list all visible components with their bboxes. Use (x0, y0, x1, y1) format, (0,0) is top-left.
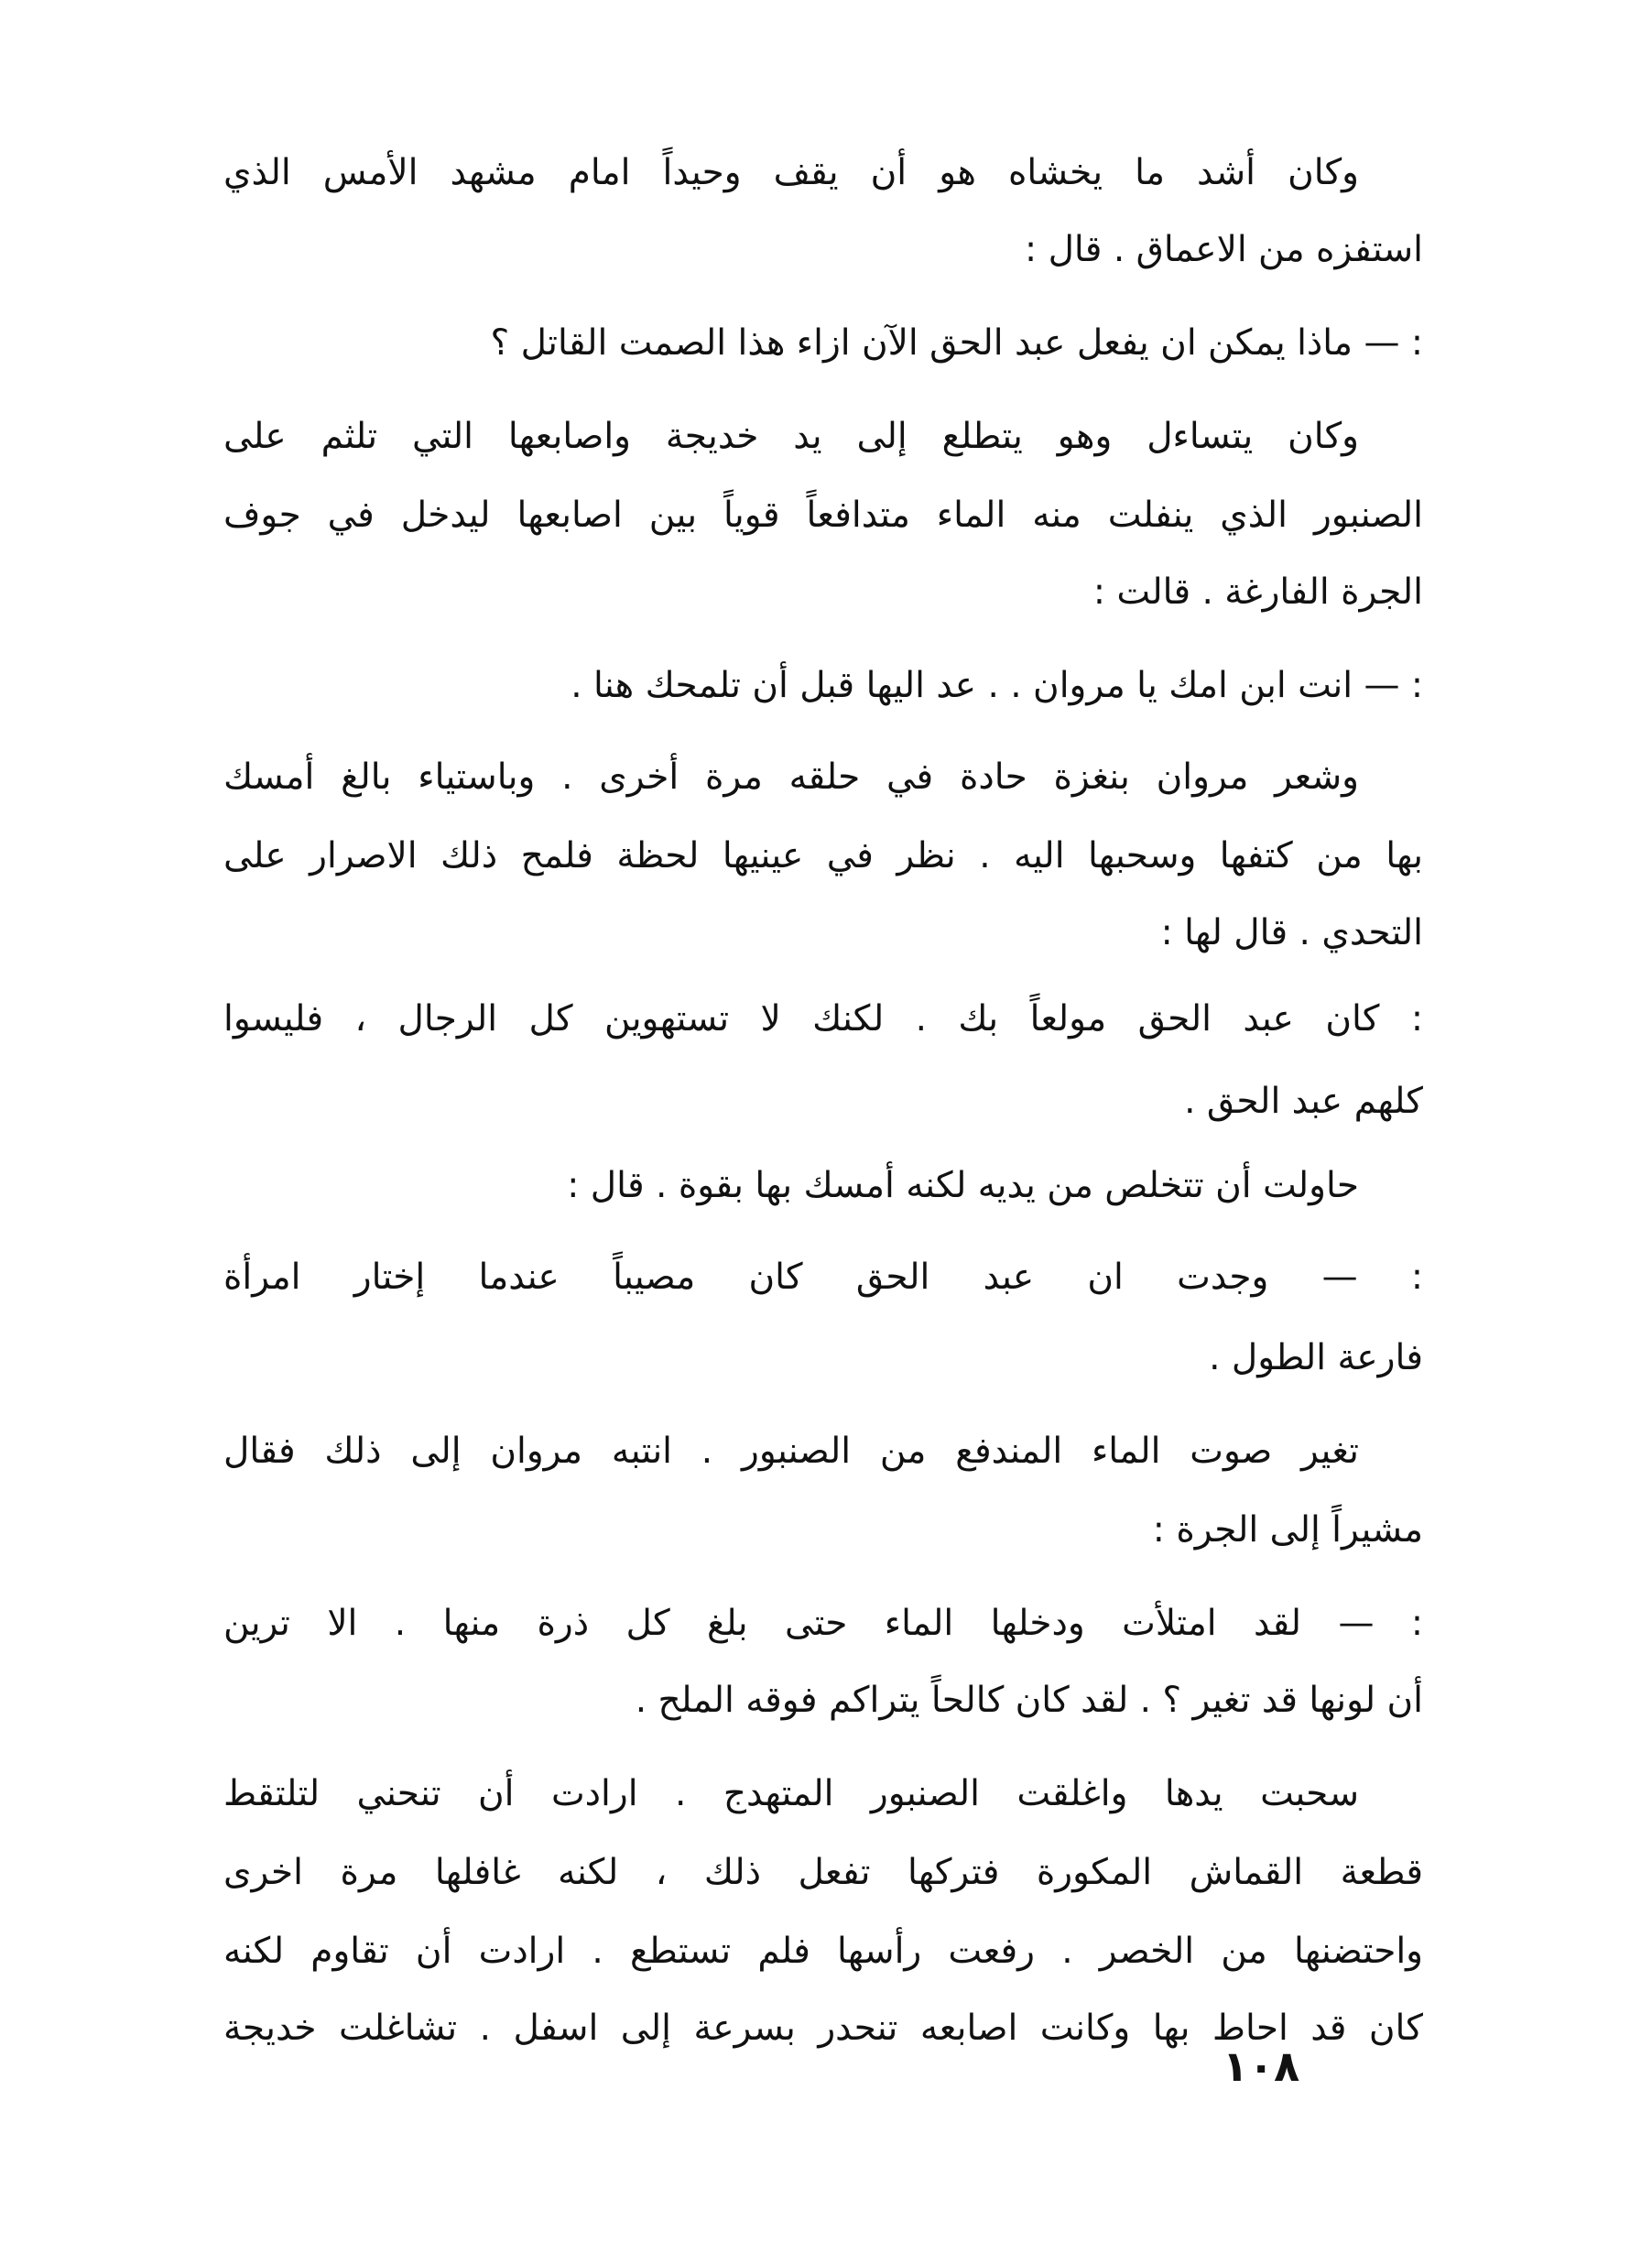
text-line: : كان عبد الحق مولعاً بك . لكنك لا تستهوين كل الرجال ، فليسوا (223, 998, 1423, 1039)
text-line: فارعة الطول . (1209, 1337, 1423, 1378)
page-number: ١٠٨ (1223, 2041, 1300, 2091)
text-line: : — ماذا يمكن ان يفعل عبد الحق الآن ازاء هذا الصمت القاتل ؟ (490, 322, 1423, 364)
text-line: قطعة القماش المكورة فتركها تفعل ذلك ، لكنه غافلها مرة اخرى (223, 1852, 1423, 1893)
text-line: وكان يتساءل وهو يتطلع إلى يد خديجة واصابعها التي تلثم على (223, 416, 1359, 457)
text-line: وكان أشد ما يخشاه هو أن يقف وحيداً امام مشهد الأمس الذي (223, 152, 1359, 193)
text-line: بها من كتفها وسحبها اليه . نظر في عينيها لحظة فلمح ذلك الاصرار على (223, 835, 1423, 876)
text-line: استفزه من الاعماق . قال : (1025, 229, 1423, 270)
text-line: حاولت أن تتخلص من يديه لكنه أمسك بها بقوة . قال : (567, 1165, 1359, 1206)
text-line: : — لقد امتلأت ودخلها الماء حتى بلغ كل ذرة منها . الا ترين (223, 1603, 1423, 1644)
text-line: : — انت ابن امك يا مروان . . عد اليها قبل أن تلمحك هنا . (571, 665, 1423, 706)
text-line: واحتضنها من الخصر . رفعت رأسها فلم تستطع . ارادت أن تقاوم لكنه (223, 1931, 1423, 1972)
text-line: الجرة الفارغة . قالت : (1092, 571, 1423, 613)
text-line: التحدي . قال لها : (1160, 912, 1423, 953)
text-line: مشيراً إلى الجرة : (1152, 1509, 1423, 1551)
text-line: وشعر مروان بنغزة حادة في حلقه مرة أخرى . وباستياء بالغ أمسك (223, 756, 1359, 798)
text-line: تغير صوت الماء المندفع من الصنبور . انتبه مروان إلى ذلك فقال (223, 1431, 1359, 1472)
text-line: كان قد احاط بها وكانت اصابعه تنحدر بسرعة إلى اسفل . تشاغلت خديجة (223, 2008, 1423, 2049)
text-line: : — وجدت ان عبد الحق كان مصيباً عندما إختار امرأة (223, 1257, 1423, 1298)
text-line: أن لونها قد تغير ؟ . لقد كان كالحاً يتراكم فوقه الملح . (635, 1680, 1423, 1721)
text-line: الصنبور الذي ينفلت منه الماء متدافعاً قوياً بين اصابعها ليدخل في جوف (223, 495, 1423, 536)
text-line: سحبت يدها واغلقت الصنبور المتهدج . ارادت أن تنحني لتلتقط (223, 1773, 1359, 1814)
text-line: كلهم عبد الحق . (1184, 1081, 1423, 1122)
